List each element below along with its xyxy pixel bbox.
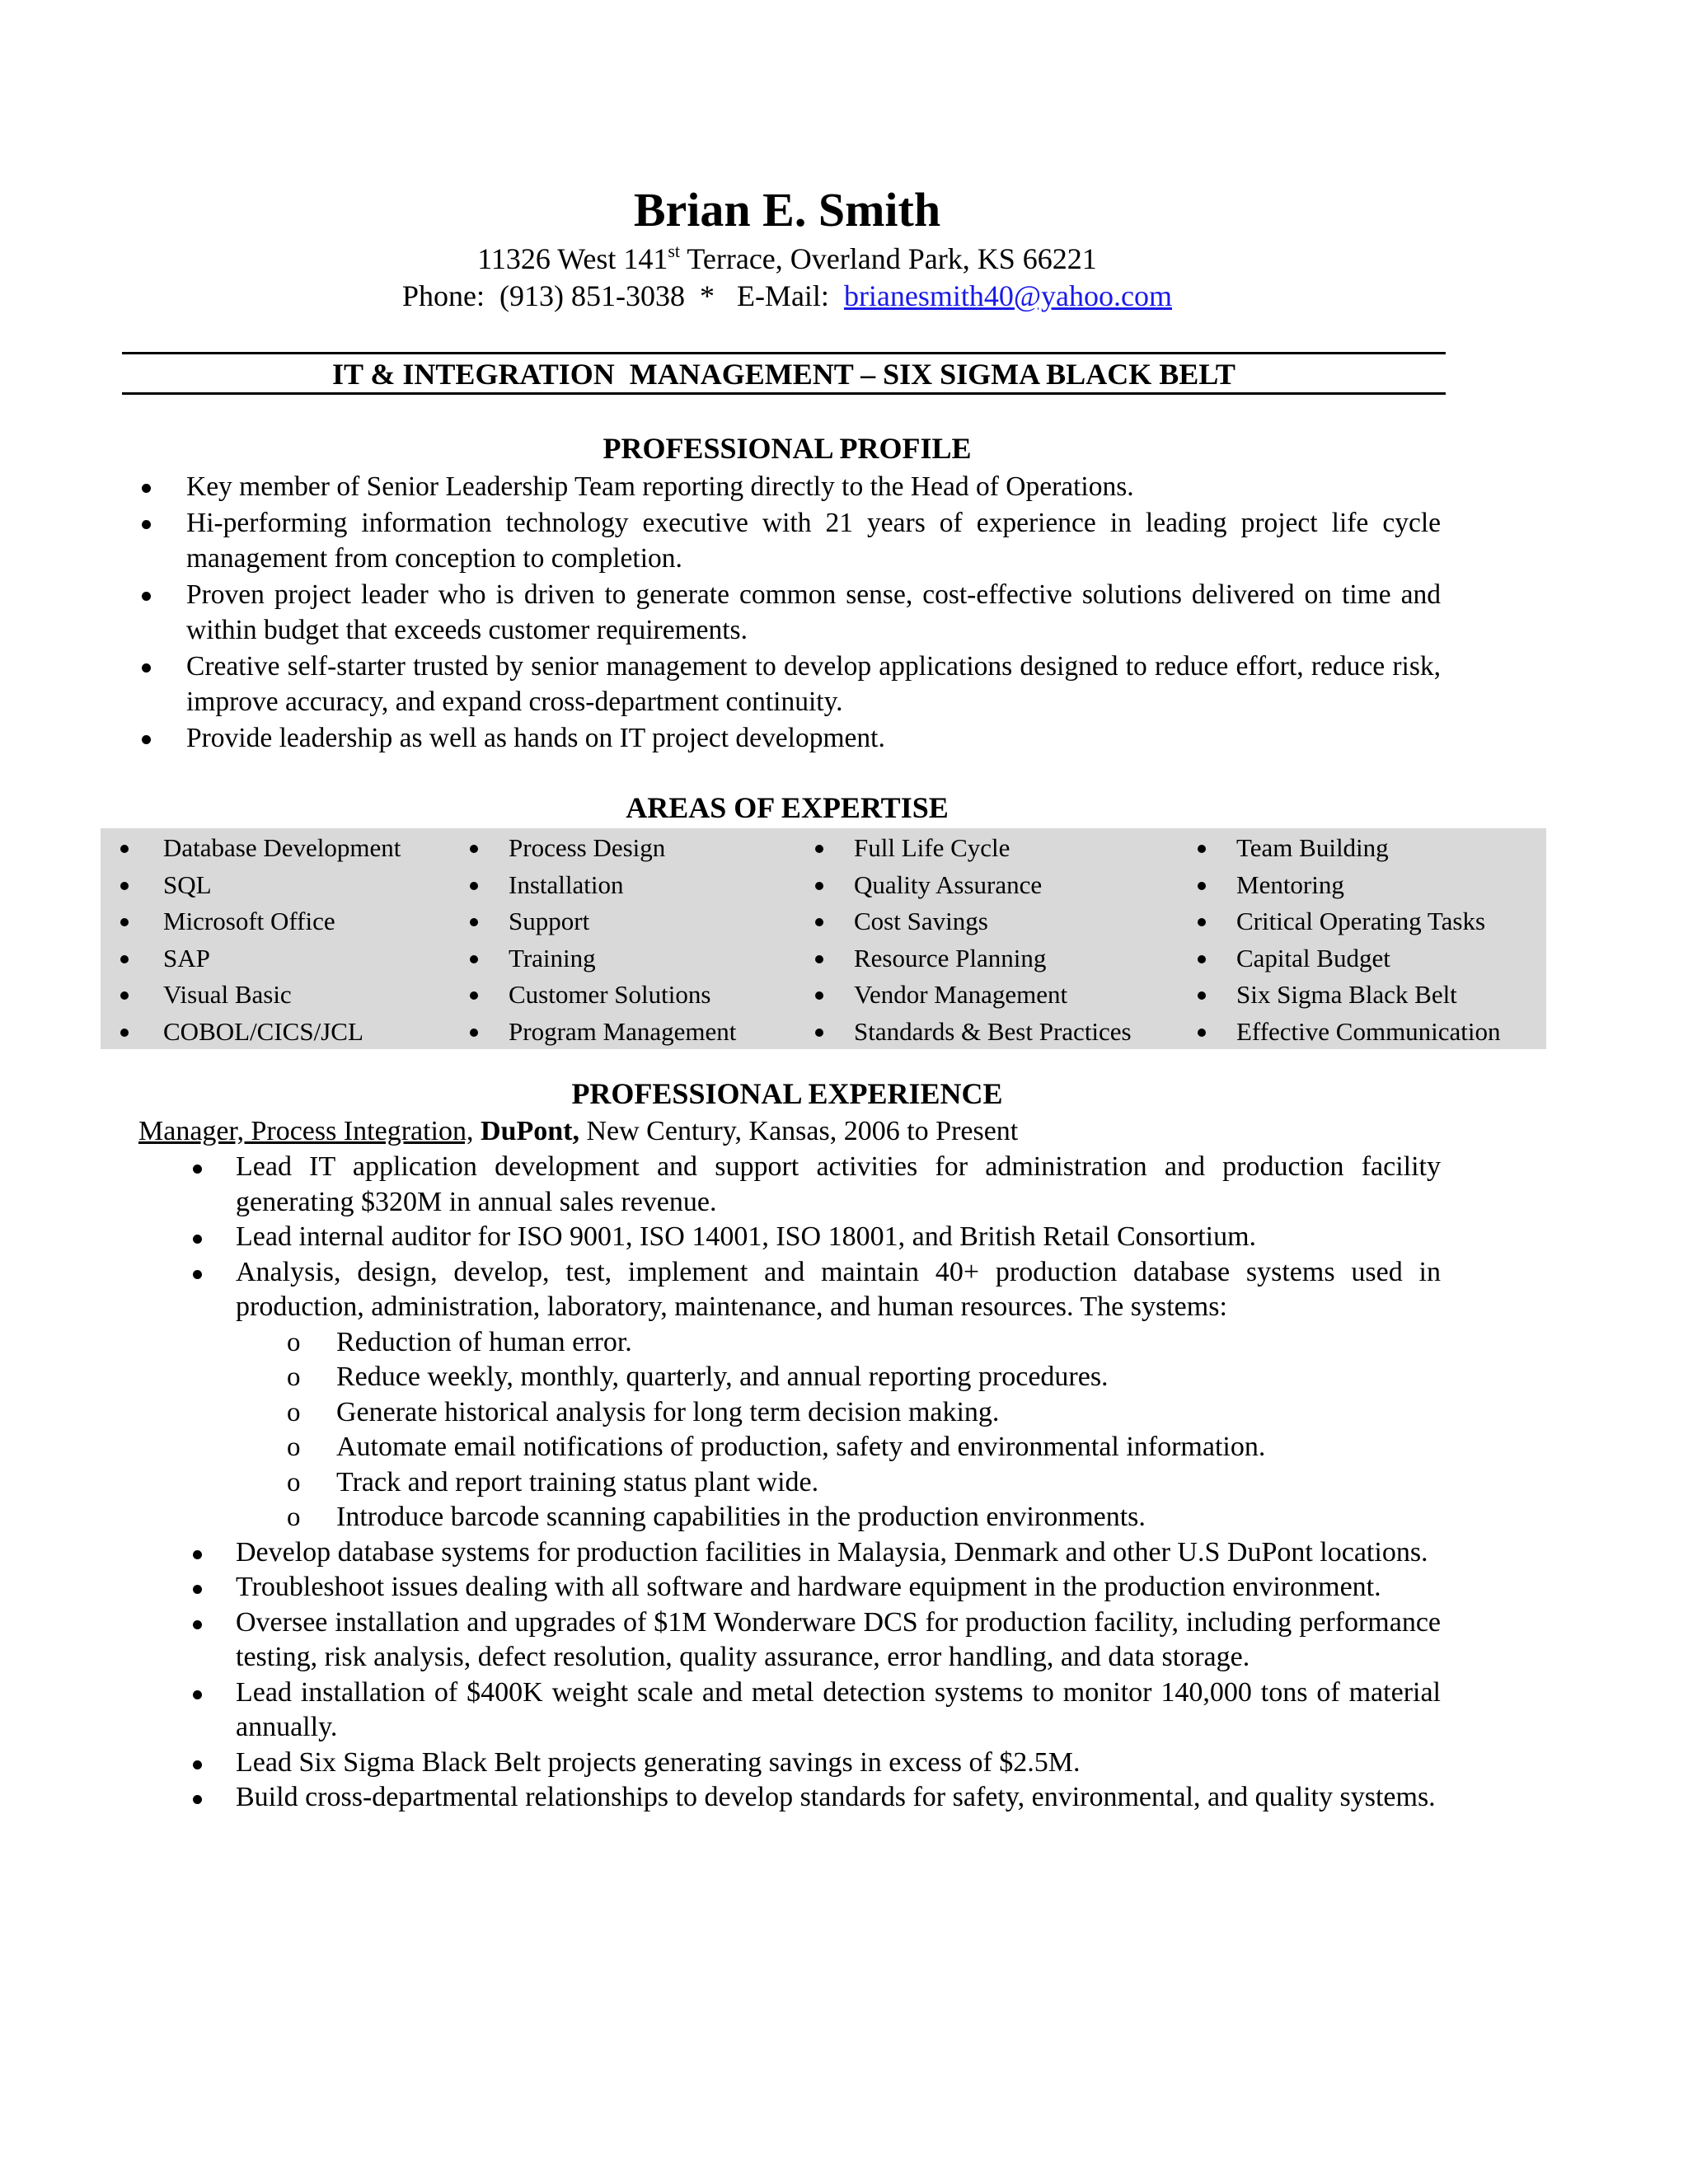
sublist [236,1325,1441,1535]
list-item [236,1570,1441,1605]
list-item-text: Lead installation of $400K weight scale and metal detection systems to monitor 140,000 tons of material annually. [236,1676,1441,1742]
expertise-item [854,830,1132,867]
sublist-item-text: Reduce weekly, monthly, quarterly, and annual reporting procedures. [336,1361,1109,1392]
expertise-item [1236,940,1501,977]
sublist-item-text: Generate historical analysis for long term decision making. [336,1396,1000,1427]
divider-bottom [122,392,1446,395]
expertise-item [163,903,401,940]
bullet-icon [470,845,478,853]
expertise-item-text: Support [509,907,590,935]
expertise-item-text: Resource Planning [854,943,1047,972]
expertise-item [854,1014,1132,1051]
circle-bullet-icon: o [287,1502,301,1532]
expertise-item-text: Standards & Best Practices [854,1016,1132,1046]
bullet-icon [815,955,823,963]
bullet-icon [193,1235,202,1244]
bullet-icon [1198,882,1206,890]
expertise-column [854,830,1132,1050]
expertise-item [854,867,1132,904]
expertise-item-text: Program Management [509,1016,737,1046]
bullet-icon [470,918,478,926]
expertise-item-text: Team Building [1236,833,1389,862]
list-item [236,1150,1441,1220]
list-item-text: Creative self-starter trusted by senior management to develop applications designed to reduce effort, reduce risk, improve accuracy, and expand cross-department continuity. [186,650,1441,717]
contact-line [0,278,1574,314]
bullet-icon [120,1029,129,1037]
sublist-item-text: Introduce barcode scanning capabilities in the production environments. [336,1502,1146,1532]
expertise-item-text: Visual Basic [163,980,292,1009]
bullet-icon [142,484,151,493]
bullet-icon [815,882,823,890]
list-item-text: Lead Six Sigma Black Belt projects generating savings in excess of $2.5M. [236,1746,1081,1778]
list-item [236,1535,1441,1571]
expertise-item-text: Microsoft Office [163,907,335,935]
bullet-icon [1198,955,1206,963]
expertise-item-text: Process Design [509,833,666,862]
list-item [186,577,1441,649]
bullet-icon [120,955,129,963]
expertise-item [509,903,736,940]
list-item-text: Provide leadership as well as hands on IT project development. [186,722,885,753]
sublist-item-text: Automate email notifications of production, safety and environmental information. [336,1432,1266,1462]
list-item [236,1255,1441,1325]
bullet-icon [193,1760,202,1769]
phone-text: Phone: (913) 851-3038 * E-Mail: [401,279,844,312]
company-name: DuPont, [481,1116,579,1146]
bullet-icon [193,1690,202,1699]
bullet-icon [1198,918,1206,926]
expertise-item [163,977,401,1014]
list-item-text: Lead internal auditor for ISO 9001, ISO 14001, ISO 18001, and British Retail Consortium. [236,1221,1257,1252]
circle-bullet-icon: o [287,1432,301,1462]
expertise-heading: AREAS OF EXPERTISE [626,791,949,824]
expertise-item [1236,830,1501,867]
circle-bullet-icon: o [287,1467,301,1497]
address-ordinal: st [668,241,681,261]
list-item-text: Analysis, design, develop, test, implement and maintain 40+ production database systems used in production, administration, laboratory, maintenance, and human resources. The systems: [236,1256,1441,1322]
bullet-icon [193,1550,202,1559]
expertise-item-text: Mentoring [1236,869,1344,899]
bullet-icon [470,882,478,890]
bullet-icon [142,520,151,529]
bullet-icon [142,592,151,601]
expertise-item-text: Six Sigma Black Belt [1236,980,1457,1009]
sublist-item [287,1465,1441,1501]
expertise-item [163,867,401,904]
sublist-item-text: Reduction of human error. [336,1326,632,1357]
experience-list [236,1150,1441,1816]
bullet-icon [470,955,478,963]
bullet-icon [470,1029,478,1037]
list-item [186,720,1441,757]
expertise-item [509,977,736,1014]
bullet-icon [193,1620,202,1629]
expertise-item-text: Full Life Cycle [854,833,1010,862]
bullet-icon [193,1795,202,1804]
candidate-name: Brian E. Smith [633,183,941,237]
expertise-column [163,830,401,1050]
list-item [236,1780,1441,1816]
bullet-icon [142,663,151,673]
expertise-item-text: Critical Operating Tasks [1236,907,1486,935]
sublist-item [287,1395,1441,1431]
expertise-item [854,977,1132,1014]
expertise-item-text: SQL [163,869,212,899]
sublist-item-text: Track and report training status plant wide. [336,1466,819,1497]
list-item [186,469,1441,505]
expertise-item [509,867,736,904]
expertise-item [509,1014,736,1051]
address-line [0,241,1574,277]
sublist-item [287,1500,1441,1535]
expertise-item [854,940,1132,977]
circle-bullet-icon: o [287,1362,301,1392]
bullet-icon [193,1270,202,1279]
expertise-item [163,830,401,867]
expertise-item-text: Training [509,943,596,972]
expertise-column [1236,830,1501,1050]
list-item [186,649,1441,720]
list-item-text: Troubleshoot issues dealing with all software and hardware equipment in the production environment. [236,1572,1381,1602]
expertise-item-text: Vendor Management [854,980,1068,1009]
bullet-icon [815,918,823,926]
experience-heading: PROFESSIONAL EXPERIENCE [571,1077,1003,1110]
list-item [236,1605,1441,1675]
list-item-text: Hi-performing information technology executive with 21 years of experience in leading project life cycle management from conception to completion. [186,507,1441,574]
profile-heading: PROFESSIONAL PROFILE [603,432,972,465]
expertise-item [1236,903,1501,940]
expertise-item-text: Customer Solutions [509,980,711,1009]
email-link[interactable]: brianesmith40@yahoo.com [843,279,1173,312]
bullet-icon [1198,1029,1206,1037]
job-location-dates: New Century, Kansas, 2006 to Present [579,1116,1019,1146]
bullet-icon [193,1165,202,1174]
bullet-icon [815,845,823,853]
headline-banner: IT & INTEGRATION MANAGEMENT – SIX SIGMA BLACK BELT [332,358,1236,391]
list-item-text: Develop database systems for production facilities in Malaysia, Denmark and other U.S DuPont locations. [236,1536,1428,1568]
circle-bullet-icon: o [287,1327,301,1357]
list-item [236,1220,1441,1255]
bullet-icon [120,882,129,890]
job-title: Manager, Process Integration, [138,1116,474,1146]
list-item-text: Proven project leader who is driven to generate common sense, cost-effective solutions delivered on time and within budget that exceeds customer requirements. [186,579,1441,645]
expertise-item [1236,977,1501,1014]
expertise-grid [101,828,1546,1049]
list-item-text: Build cross-departmental relationships to develop standards for safety, environmental, and quality systems. [236,1782,1436,1812]
circle-bullet-icon: o [287,1397,301,1427]
bullet-icon [142,735,151,744]
bullet-icon [120,918,129,926]
expertise-item [854,903,1132,940]
list-item-text: Key member of Senior Leadership Team reporting directly to the Head of Operations. [186,471,1134,502]
list-item [236,1746,1441,1781]
bullet-icon [193,1585,202,1594]
expertise-item [1236,867,1501,904]
list-item [236,1675,1441,1746]
expertise-item [509,940,736,977]
expertise-item-text: Cost Savings [854,907,988,935]
list-item-text: Oversee installation and upgrades of $1M Wonderware DCS for production facility, including performance testing, risk analysis, defect resolution, quality assurance, error handling, and data storage. [236,1606,1441,1672]
job-header [138,1113,1018,1150]
expertise-item [163,1014,401,1051]
address-part: 11326 West 141 [477,242,668,275]
expertise-item [509,830,736,867]
expertise-item [163,940,401,977]
bullet-icon [120,845,129,853]
bullet-icon [1198,991,1206,1000]
bullet-icon [815,1029,823,1037]
expertise-item-text: Database Development [163,833,401,862]
expertise-item-text: Effective Communication [1236,1016,1501,1046]
expertise-item-text: Quality Assurance [854,869,1043,899]
sublist-item [287,1430,1441,1465]
bullet-icon [120,991,129,1000]
bullet-icon [1198,845,1206,853]
bullet-icon [815,991,823,1000]
list-item [186,505,1441,577]
bullet-icon [470,991,478,1000]
profile-list [186,469,1441,756]
expertise-item-text: COBOL/CICS/JCL [163,1016,363,1046]
expertise-column [509,830,736,1050]
expertise-item-text: Capital Budget [1236,943,1390,972]
address-part: Terrace, Overland Park, KS 66221 [680,242,1097,275]
list-item-text: Lead IT application development and support activities for administration and production facility generating $320M in annual sales revenue. [236,1151,1441,1217]
expertise-item-text: Installation [509,869,624,899]
sublist-item [287,1360,1441,1395]
divider-top [122,352,1446,354]
expertise-item [1236,1014,1501,1051]
expertise-item-text: SAP [163,943,210,972]
sublist-item [287,1325,1441,1361]
